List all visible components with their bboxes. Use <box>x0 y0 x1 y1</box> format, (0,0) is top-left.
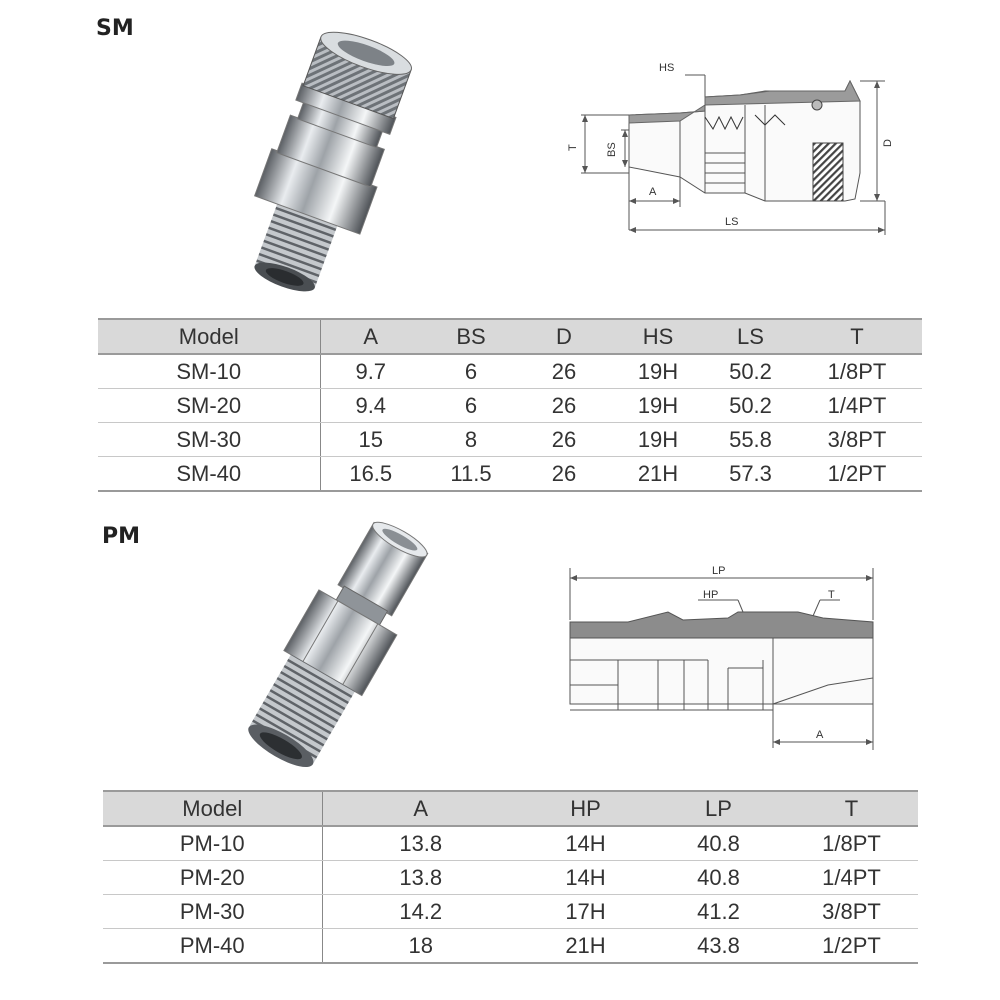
pm-label-a: A <box>816 729 824 741</box>
sm-header-bs: BS <box>421 319 521 354</box>
model-cell: SM-30 <box>98 423 320 457</box>
sm-label-ls: LS <box>725 216 739 228</box>
value-cell: 26 <box>521 423 607 457</box>
value-cell: 17H <box>519 895 652 929</box>
model-cell: SM-20 <box>98 389 320 423</box>
sm-header-a: A <box>320 319 421 354</box>
value-cell: 14H <box>519 826 652 861</box>
value-cell: 50.2 <box>709 389 792 423</box>
pm-header-t: T <box>785 791 918 826</box>
value-cell: 11.5 <box>421 457 521 492</box>
value-cell: 9.7 <box>320 354 421 389</box>
value-cell: 9.4 <box>320 389 421 423</box>
value-cell: 3/8PT <box>792 423 922 457</box>
table-row <box>98 354 922 389</box>
value-cell: 26 <box>521 457 607 492</box>
model-cell: PM-30 <box>103 895 322 929</box>
table-row <box>103 826 918 861</box>
sm-label-d: D <box>882 139 894 147</box>
sm-header-model: Model <box>98 319 320 354</box>
value-cell: 15 <box>320 423 421 457</box>
value-cell: 3/8PT <box>785 895 918 929</box>
sm-header-ls: LS <box>709 319 792 354</box>
value-cell: 8 <box>421 423 521 457</box>
value-cell: 57.3 <box>709 457 792 492</box>
value-cell: 41.2 <box>652 895 785 929</box>
model-cell: PM-40 <box>103 929 322 964</box>
value-cell: 1/8PT <box>792 354 922 389</box>
pm-dimension-drawing <box>558 560 888 760</box>
model-cell: PM-20 <box>103 861 322 895</box>
value-cell: 14.2 <box>322 895 519 929</box>
value-cell: 13.8 <box>322 861 519 895</box>
value-cell: 1/8PT <box>785 826 918 861</box>
value-cell: 21H <box>519 929 652 964</box>
pm-plug-photo <box>195 520 475 780</box>
model-cell: SM-10 <box>98 354 320 389</box>
model-cell: SM-40 <box>98 457 320 492</box>
pm-table-header-row <box>103 791 918 826</box>
pm-header-hp: HP <box>519 791 652 826</box>
pm-spec-table <box>103 790 918 964</box>
sm-label-t: T <box>567 144 579 151</box>
sm-header-t: T <box>792 319 922 354</box>
value-cell: 19H <box>607 423 709 457</box>
table-row <box>103 861 918 895</box>
sm-label-bs: BS <box>606 142 618 157</box>
sm-dimension-drawing <box>555 55 895 245</box>
value-cell: 13.8 <box>322 826 519 861</box>
sm-table-header-row <box>98 319 922 354</box>
value-cell: 16.5 <box>320 457 421 492</box>
model-cell: PM-10 <box>103 826 322 861</box>
value-cell: 6 <box>421 354 521 389</box>
sm-header-hs: HS <box>607 319 709 354</box>
sm-coupler-photo <box>200 20 460 320</box>
value-cell: 55.8 <box>709 423 792 457</box>
pm-header-lp: LP <box>652 791 785 826</box>
value-cell: 40.8 <box>652 861 785 895</box>
table-row <box>103 895 918 929</box>
value-cell: 1/4PT <box>785 861 918 895</box>
value-cell: 6 <box>421 389 521 423</box>
value-cell: 14H <box>519 861 652 895</box>
pm-section-title: PM <box>102 524 141 549</box>
sm-header-d: D <box>521 319 607 354</box>
pm-header-model: Model <box>103 791 322 826</box>
value-cell: 50.2 <box>709 354 792 389</box>
value-cell: 18 <box>322 929 519 964</box>
table-row <box>103 929 918 964</box>
pm-label-lp: LP <box>712 565 726 577</box>
pm-header-a: A <box>322 791 519 826</box>
pm-label-t: T <box>828 589 835 601</box>
sm-spec-table <box>98 318 922 492</box>
value-cell: 1/4PT <box>792 389 922 423</box>
value-cell: 1/2PT <box>792 457 922 492</box>
value-cell: 26 <box>521 389 607 423</box>
sm-label-hs: HS <box>659 62 675 74</box>
value-cell: 40.8 <box>652 826 785 861</box>
table-row <box>98 389 922 423</box>
value-cell: 26 <box>521 354 607 389</box>
sm-section-title: SM <box>96 16 134 41</box>
value-cell: 1/2PT <box>785 929 918 964</box>
value-cell: 21H <box>607 457 709 492</box>
table-row <box>98 457 922 492</box>
sm-label-a: A <box>649 186 657 198</box>
value-cell: 19H <box>607 389 709 423</box>
value-cell: 19H <box>607 354 709 389</box>
pm-label-hp: HP <box>703 589 719 601</box>
table-row <box>98 423 922 457</box>
value-cell: 43.8 <box>652 929 785 964</box>
